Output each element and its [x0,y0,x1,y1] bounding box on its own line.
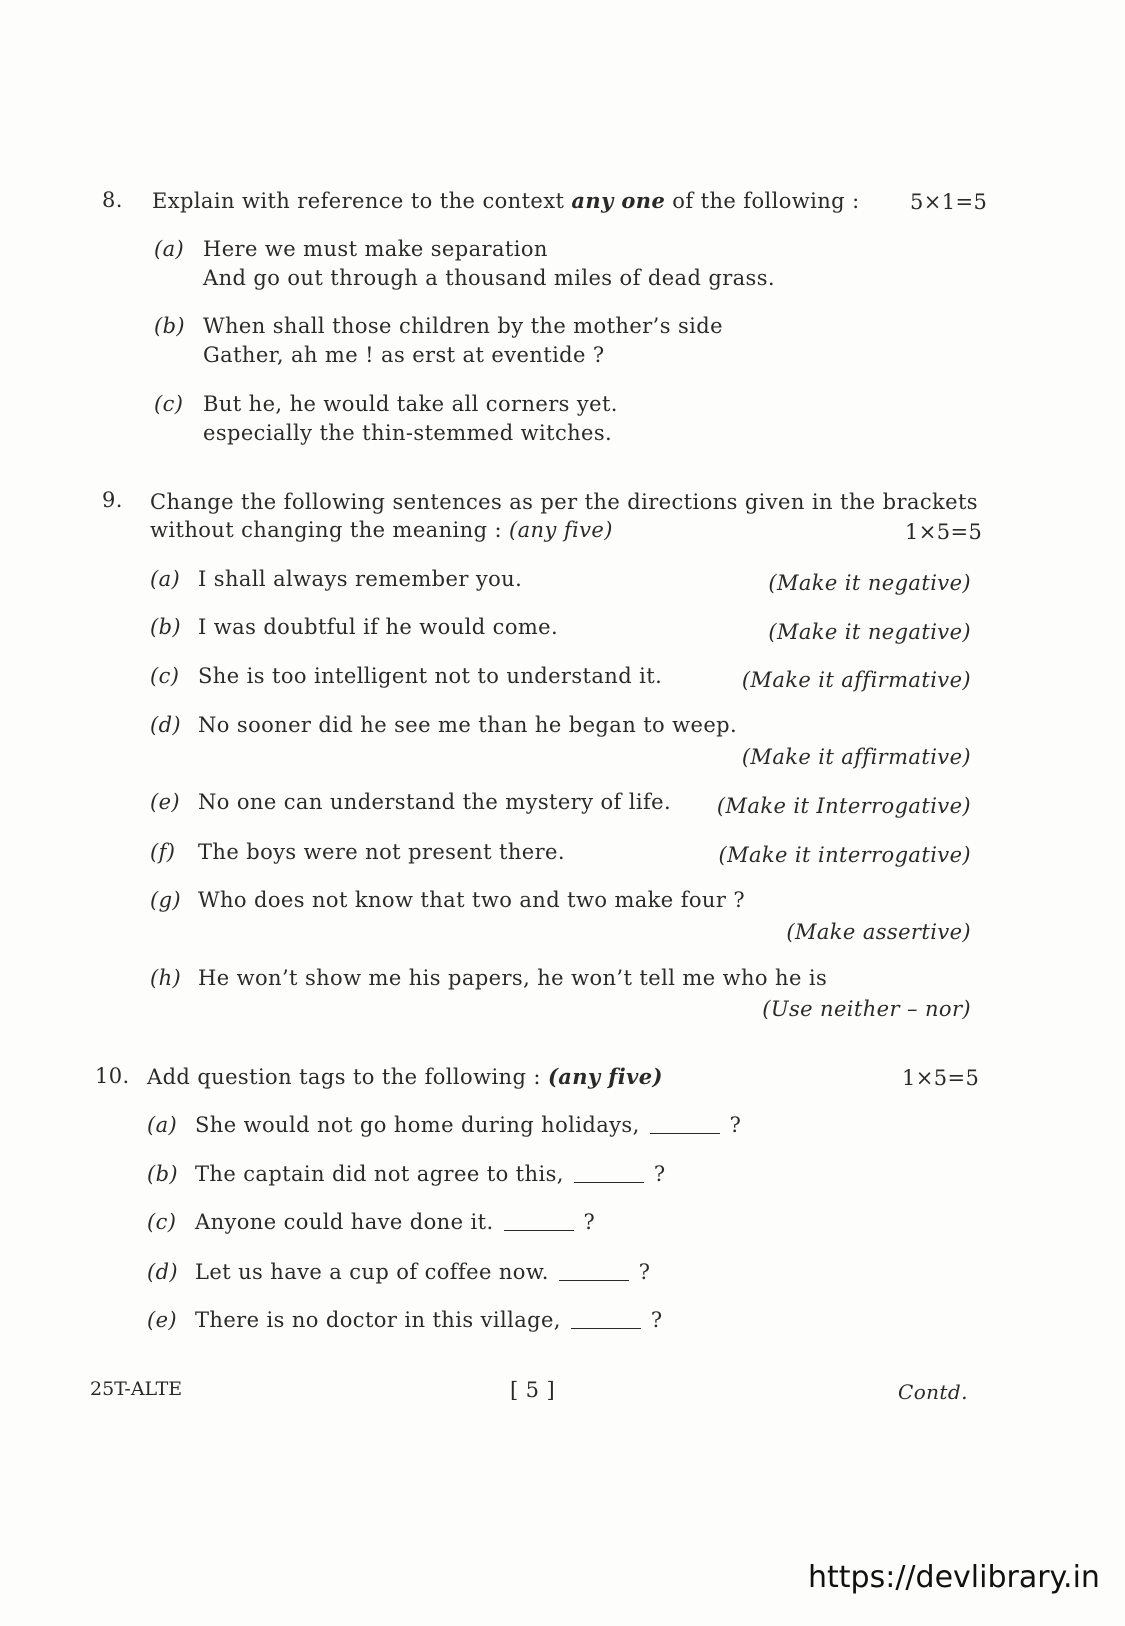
q9-item-text: She is too intelligent not to understand it. [198,664,663,688]
q10-item-text: She would not go home during holidays, [195,1113,640,1137]
q9-item-label: (c) [150,664,180,688]
q9-item-text: Who does not know that two and two make four ? [198,888,746,912]
q9-item-label: (g) [150,888,182,912]
q10-instruction [147,1064,663,1089]
q10-item [195,1308,663,1332]
q9-item-direction: (Make it interrogative) [718,843,971,867]
q9-item-label: (d) [150,713,182,737]
q9-instruction-prefix: without changing the meaning : [150,518,510,542]
q10-item [195,1162,666,1186]
q10-item-label: (a) [147,1113,178,1137]
q8-marks: 5×1=5 [910,190,988,214]
answer-blank [571,1328,641,1329]
q8-item-line: Here we must make separation [203,237,548,261]
continued-label: Contd. [898,1380,968,1404]
q9-item-direction: (Make it affirmative) [741,745,971,769]
q10-item-label: (b) [147,1162,179,1186]
q10-item-end: ? [650,1308,663,1332]
q8-instruction-emph: any one [571,188,666,213]
q8-instruction-prefix: Explain with reference to the context [152,189,572,213]
q10-item-text: There is no doctor in this village, [195,1308,561,1332]
q9-item-label: (f) [150,840,176,864]
q9-item-direction: (Make assertive) [786,920,971,944]
q9-item-label: (e) [150,790,181,814]
q10-item-label: (c) [147,1210,177,1234]
q9-item-direction: (Use neither – nor) [762,997,971,1021]
q10-item-end: ? [638,1260,651,1284]
q10-number: 10. [95,1064,130,1088]
q10-item-label: (e) [147,1308,178,1332]
page-number: [ 5 ] [510,1378,556,1402]
q8-item-label: (b) [154,314,186,338]
q10-marks: 1×5=5 [902,1066,980,1090]
q9-item-direction: (Make it Interrogative) [716,794,971,818]
q8-item-label: (a) [154,237,185,261]
q9-item-text: No one can understand the mystery of life. [198,790,672,814]
q10-item-text: The captain did not agree to this, [195,1162,564,1186]
q9-item-label: (h) [150,966,182,990]
q8-number: 8. [102,188,123,212]
paper-code: 25T-ALTE [90,1378,183,1400]
q9-item-direction: (Make it affirmative) [741,668,971,692]
q10-item-end: ? [729,1113,742,1137]
q10-item-end: ? [583,1210,596,1234]
q10-item-label: (d) [147,1260,179,1284]
q10-instruction-prefix: Add question tags to the following : [147,1065,548,1089]
q9-number: 9. [102,488,123,512]
q10-item [195,1210,595,1234]
answer-blank [574,1182,644,1183]
q8-item-line: Gather, ah me ! as erst at eventide ? [203,343,605,367]
answer-blank [650,1133,720,1134]
q9-instruction-line1: Change the following sentences as per the directions given in the brackets [150,490,978,514]
q9-item-text: I shall always remember you. [198,567,523,591]
q9-item-label: (a) [150,567,181,591]
q8-instruction [152,188,860,213]
q9-item-text: The boys were not present there. [198,840,565,864]
q10-item-end: ? [653,1162,666,1186]
q10-instruction-emph: (any five) [547,1064,663,1089]
q10-item [195,1260,650,1284]
q9-instruction-line2 [150,518,613,542]
q9-item-direction: (Make it negative) [768,620,971,644]
q10-item-text: Let us have a cup of coffee now. [195,1260,549,1284]
q9-marks: 1×5=5 [905,520,983,544]
q9-item-text: I was doubtful if he would come. [198,615,559,639]
q8-item-line: But he, he would take all corners yet. [203,392,618,416]
q9-instruction-emph: (any five) [509,518,613,542]
q10-item [195,1113,741,1137]
answer-blank [504,1230,574,1231]
q9-item-text: No sooner did he see me than he began to weep. [198,713,738,737]
q10-item-text: Anyone could have done it. [195,1210,494,1234]
q8-item-line: When shall those children by the mother’s side [203,314,723,338]
q8-instruction-suffix: of the following : [665,189,860,213]
q8-item-line: especially the thin-stemmed witches. [203,421,613,445]
q9-item-direction: (Make it negative) [768,571,971,595]
q9-item-text: He won’t show me his papers, he won’t tell me who he is [198,966,828,990]
watermark-url: https://devlibrary.in [808,1560,1100,1595]
q9-item-label: (b) [150,615,182,639]
answer-blank [559,1280,629,1281]
q8-item-line: And go out through a thousand miles of dead grass. [203,266,775,290]
q8-item-label: (c) [154,392,184,416]
